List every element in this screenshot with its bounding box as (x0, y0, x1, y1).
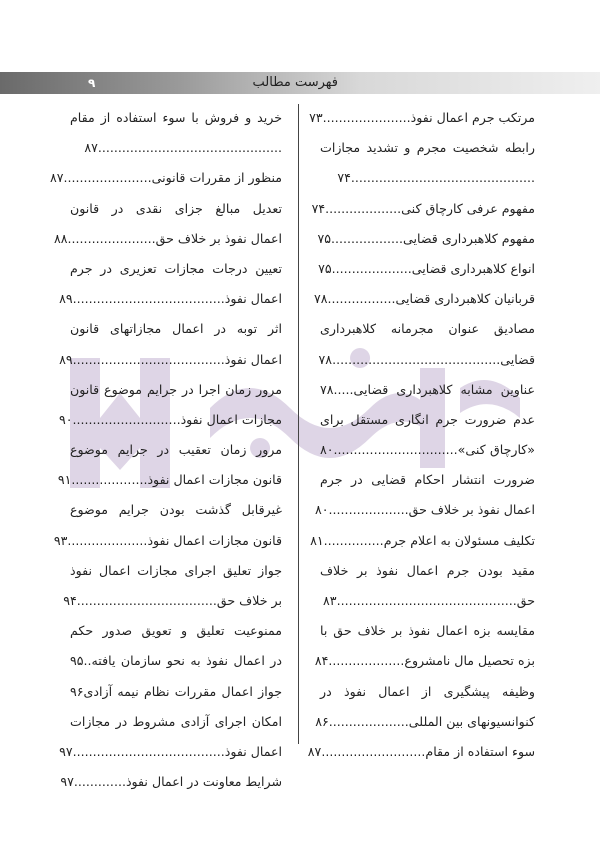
toc-line[interactable]: تکلیف مسئولان به اعلام جرم...............۸۱ (310, 532, 535, 548)
toc-line[interactable]: مرتکب جرم اعمال نفوذ......................۷۳ (309, 110, 535, 125)
toc-line[interactable]: انواع کلاهبرداری قضایی....................۷۵ (318, 260, 535, 276)
toc-line[interactable]: مقایسه بزه اعمال نفوذ بر خلاف حق با (320, 623, 535, 639)
toc-line[interactable]: مرور زمان تعقیب در جرایم موضوع (70, 442, 282, 458)
toc-line[interactable]: بزه تحصیل مال نامشروع...................۸۴ (314, 653, 535, 669)
toc-line[interactable]: ضرورت انتشار احکام قضایی در جرم (320, 472, 535, 488)
toc-line[interactable]: ..............................................۷۴ (337, 170, 535, 186)
column-divider (298, 104, 299, 744)
toc-line[interactable]: اعمال نفوذ......................................۸۹ (59, 291, 282, 307)
toc-line[interactable]: ..............................................۸۷ (84, 140, 282, 156)
toc-line[interactable]: قانون مجازات اعمال نفوذ...................۹۱ (57, 472, 282, 488)
toc-line[interactable]: جواز تعلیق اجرای مجازات اعمال نفوذ (70, 562, 282, 578)
toc-line[interactable]: عناوین مشابه کلاهبرداری قضایی.....۷۸ (320, 381, 535, 397)
running-header (0, 72, 600, 94)
toc-line[interactable]: کنوانسیونهای بین المللی....................۸۶ (315, 713, 535, 729)
toc-line[interactable]: مجازات اعمال نفوذ...........................۹۰ (58, 411, 282, 427)
toc-line[interactable]: شرایط معاونت در اعمال نفوذ.............۹۷ (60, 774, 282, 790)
toc-line[interactable]: رابطه شخصیت مجرم و تشدید مجازات (320, 140, 535, 156)
toc-line[interactable]: منظور از مقررات قانونی......................۸۷ (49, 170, 282, 186)
toc-line[interactable]: مقید بودن جرم اعمال نفوذ بر خلاف (320, 562, 535, 578)
toc-line[interactable]: قربانیان کلاهبرداری قضایی.................۷۸ (313, 291, 535, 307)
toc-line[interactable]: قانون مجازات اعمال نفوذ....................۹۳ (53, 532, 282, 548)
toc-line[interactable]: غیرقابل گذشت بودن جرایم موضوع (70, 502, 282, 518)
toc-line[interactable]: مفهوم عرفی کارچاق کنی...................۷۴ (311, 200, 535, 216)
page-number: ۹ (88, 76, 96, 90)
toc-line[interactable]: در اعمال نفوذ به نحو سازمان یافته..۹۵ (70, 653, 282, 669)
toc-line[interactable]: بر خلاف حق...................................۹۴ (63, 593, 282, 608)
toc-line[interactable]: امکان اجرای آزادی مشروط در مجازات (70, 713, 282, 729)
toc-line[interactable]: ممنوعیت تعلیق و تعویق صدور حکم (70, 623, 282, 639)
toc-line[interactable]: جواز اعمال مقررات نظام نیمه آزادی۹۶ (70, 683, 282, 699)
toc-line[interactable]: اعمال نفوذ بر خلاف حق......................۸۸ (54, 230, 282, 246)
toc-line[interactable]: تعیین درجات مجازات تعزیری در جرم (70, 260, 282, 276)
header-title: فهرست مطالب (252, 75, 338, 90)
toc-line[interactable]: اعمال نفوذ......................................۸۹ (59, 351, 282, 367)
toc-line[interactable]: تعدیل مبالغ جزای نقدی در قانون (70, 200, 282, 216)
toc-line[interactable]: مفهوم کلاهبرداری قضایی..................۷۵ (317, 230, 535, 246)
toc-left-column (49, 103, 282, 797)
toc-line[interactable]: خرید و فروش با سوء استفاده از مقام (70, 110, 282, 125)
toc-line[interactable]: مصادیق عنوان مجرمانه کلاهبرداری (320, 321, 535, 337)
toc-line[interactable]: اعمال نفوذ بر خلاف حق....................۸۰ (315, 502, 535, 518)
toc-line[interactable]: اعمال نفوذ......................................۹۷ (59, 743, 282, 759)
toc-line[interactable]: قضایی..........................................۷۸ (318, 351, 535, 367)
toc-line[interactable]: سوء استفاده از مقام..........................۸۷ (307, 743, 535, 759)
toc-line[interactable]: اثر توبه در اعمال مجازاتهای قانون (70, 321, 282, 337)
toc-line[interactable]: «کارچاق کنی»...............................۸۰ (320, 442, 535, 458)
toc-right-column (307, 103, 535, 767)
toc-line[interactable]: وظیفه پیشگیری از اعمال نفوذ در (320, 683, 535, 699)
toc-line[interactable]: عدم ضرورت جرم انگاری مستقل برای (320, 411, 535, 427)
toc-line[interactable]: حق.............................................۸۳ (323, 593, 535, 608)
toc-line[interactable]: مرور زمان اجرا در جرایم موضوع قانون (70, 381, 282, 397)
